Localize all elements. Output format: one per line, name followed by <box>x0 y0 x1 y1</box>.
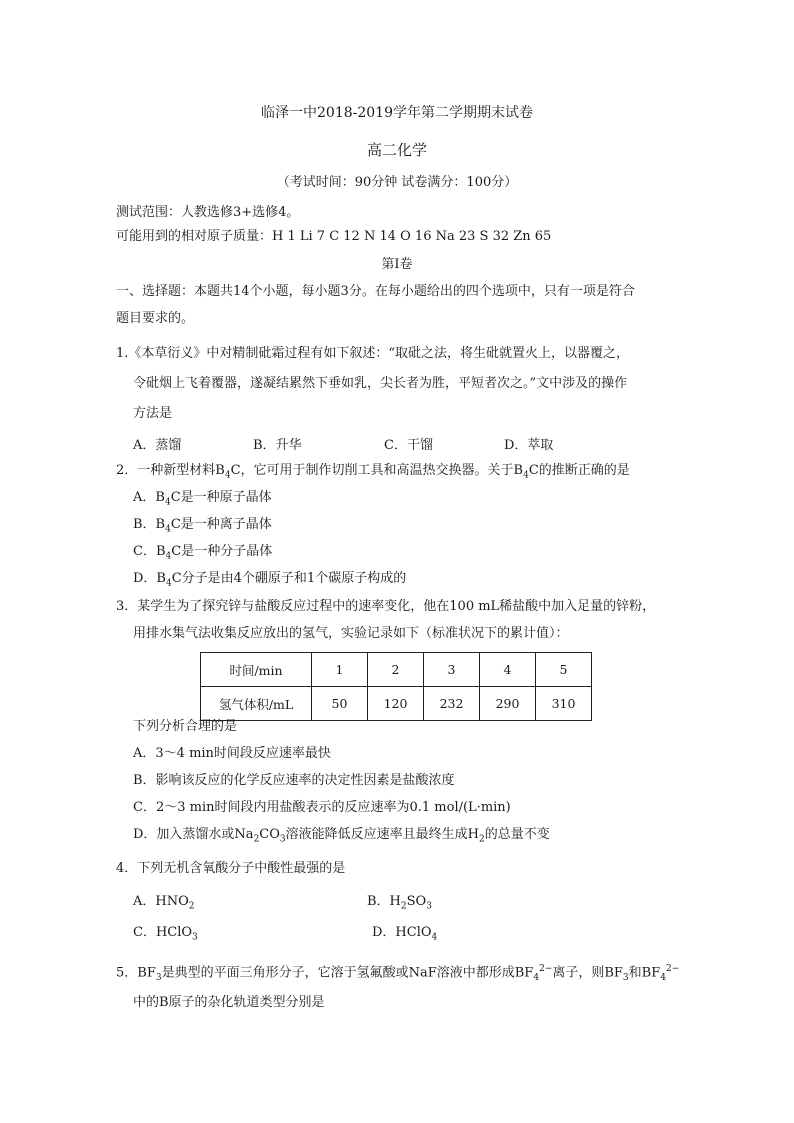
hydrogen-volume-table <box>200 652 592 721</box>
q4-option-d: D．HClO$_4$ <box>372 925 438 943</box>
q4-option-b: B．$H_2SO_3$ <box>367 894 432 912</box>
table-cell: 290 <box>480 687 536 721</box>
table-cell: 310 <box>536 687 592 721</box>
table-cell: 50 <box>312 687 368 721</box>
table-header-time: 时间/min <box>201 653 312 687</box>
section-intro-line2: 题目要求的。 <box>116 311 195 326</box>
q1-option-c: C．干馏 <box>384 438 433 453</box>
q5-stem-line1: 5．$BF_3$是典型的平面三角形分子，它溶于氢氟酸或NaF溶液中都形成$BF_4^{2-}$离子，则$BF_3$和$BF_4^{2-}$ <box>116 964 680 983</box>
table-cell: 4 <box>480 653 536 687</box>
q3-option-c: C．2～3 min时间段内用盐酸表示的反应速率为0.1 mol/(L·min) <box>133 800 511 815</box>
q3-stem-line2: 用排水集气法收集反应放出的氢气，实验记录如下（标准状况下的累计值）： <box>133 626 569 641</box>
q4-option-c: C．HClO$_3$ <box>133 925 198 943</box>
exam-info: （考试时间：90分钟 试卷满分：100分） <box>276 175 518 190</box>
q1-stem-line2: 令砒烟上飞着覆器，遂凝结累然下垂如乳，尖长者为胜，平短者次之。”文中涉及的操作 <box>133 376 628 391</box>
q1-option-a: A．蒸馏 <box>133 438 182 453</box>
q3-option-d: D．加入蒸馏水或$Na_2CO_3$溶液能降低反应速率且最终生成$H_2$的总量不变 <box>133 827 550 845</box>
q4-option-a: A．$HNO_2$ <box>133 894 195 912</box>
q1-stem-line1: 1.《本草衍义》中对精制砒霜过程有如下叙述：“取砒之法，将生砒就置火上，以器覆之， <box>116 346 630 361</box>
q3-option-b: B．影响该反应的化学反应速率的决定性因素是盐酸浓度 <box>133 773 455 788</box>
table-row <box>201 687 592 721</box>
table-row <box>201 653 592 687</box>
table-cell: 5 <box>536 653 592 687</box>
q3-option-a: A．3～4 min时间段反应速率最快 <box>133 746 331 761</box>
q4-stem: 4．下列无机含氧酸分子中酸性最强的是 <box>116 861 346 876</box>
q1-stem-line3: 方法是 <box>133 406 173 421</box>
table-cell: 3 <box>424 653 480 687</box>
table-header-volume: 氢气体积/mL <box>201 687 312 721</box>
section-intro-line1: 一、选择题：本题共14个小题，每小题3分。在每小题给出的四个选项中，只有一项是符合 <box>116 284 635 299</box>
table-cell: 120 <box>368 687 424 721</box>
volume-title: 第Ⅰ卷 <box>381 257 413 272</box>
q5-stem-line2: 中的B原子的杂化轨道类型分别是 <box>133 995 325 1010</box>
exam-title: 临泽一中2018-2019学年第二学期期末试卷 <box>261 105 533 121</box>
subject-title: 高二化学 <box>366 141 427 159</box>
q3-stem-line1: 3．某学生为了探究锌与盐酸反应过程中的速率变化，他在100 mL稀盐酸中加入足量的锌粉， <box>116 599 656 614</box>
table-cell: 2 <box>368 653 424 687</box>
q2-option-c: C．$B_4C$是一种分子晶体 <box>133 544 273 562</box>
atomic-masses: 可能用到的相对原子质量：H 1 Li 7 C 12 N 14 O 16 Na 23 S 32 Zn 65 <box>116 229 552 244</box>
q2-option-d: D．$B_4C$分子是由4个硼原子和1个碳原子构成的 <box>133 571 407 589</box>
q1-option-d: D．萃取 <box>504 438 554 453</box>
table-cell: 1 <box>312 653 368 687</box>
table-cell: 232 <box>424 687 480 721</box>
q2-stem: 2．一种新型材料$B_4C$，它可用于制作切削工具和高温热交换器。关于$B_4C$的推断正确的是 <box>116 463 630 481</box>
q2-option-b: B．$B_4C$是一种离子晶体 <box>133 517 272 535</box>
test-scope: 测试范围：人教选修3+选修4。 <box>116 205 300 220</box>
q1-option-b: B．升华 <box>253 438 302 453</box>
q2-option-a: A．$B_4C$是一种原子晶体 <box>133 490 272 508</box>
q3-prompt: 下列分析合理的是 <box>133 719 238 734</box>
